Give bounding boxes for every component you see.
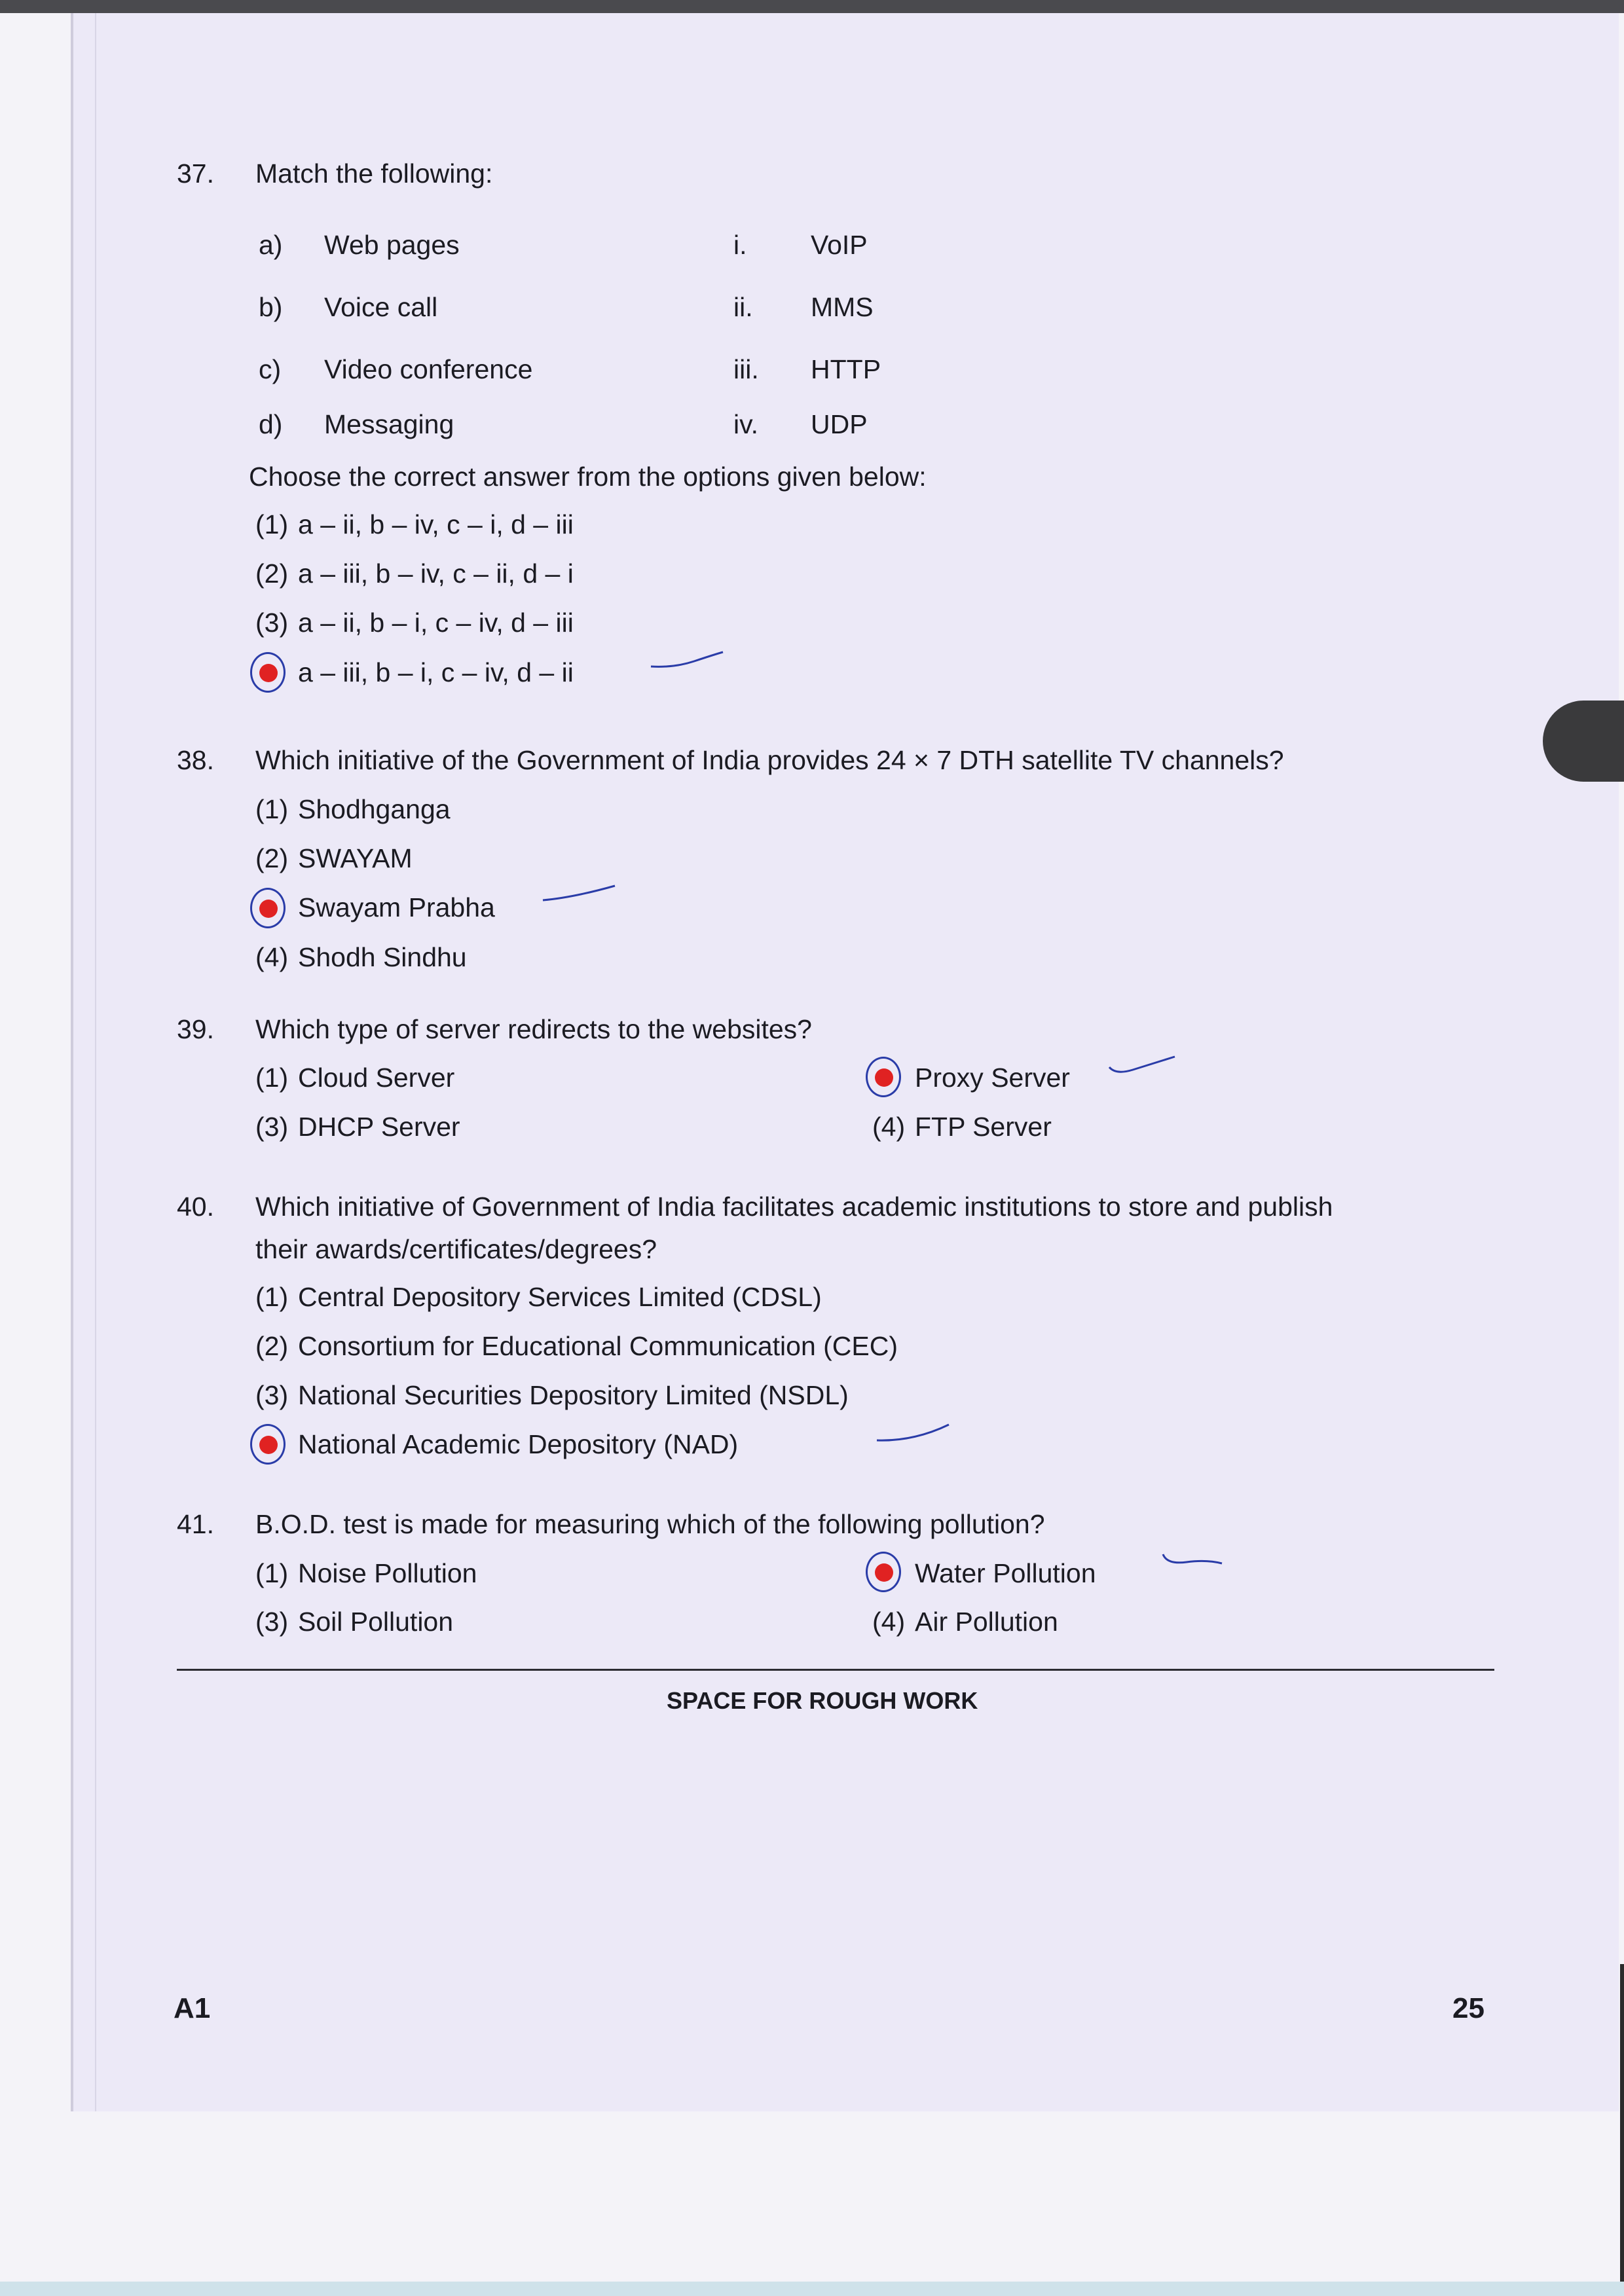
match-right-key: i. xyxy=(733,230,747,260)
pen-tick-mark xyxy=(874,1421,953,1447)
question-number: 38. xyxy=(177,745,214,775)
option-text: Swayam Prabha xyxy=(298,892,495,922)
option-label: (1) xyxy=(255,794,289,824)
option-text: Water Pollution xyxy=(915,1558,1096,1588)
option-text: Consortium for Educational Communication (CEC) xyxy=(298,1331,898,1361)
option-label: (3) xyxy=(255,1607,289,1637)
match-right-text: MMS xyxy=(811,292,874,322)
match-left-text: Web pages xyxy=(324,230,460,260)
question-text: Match the following: xyxy=(255,158,493,189)
page-index-tab xyxy=(1543,701,1624,782)
question-text: B.O.D. test is made for measuring which of the following pollution? xyxy=(255,1509,1045,1539)
option-label: (3) xyxy=(255,608,289,638)
match-left-text: Voice call xyxy=(324,292,438,322)
option-label: (1) xyxy=(255,1558,289,1588)
match-left-key: b) xyxy=(259,292,283,322)
option-text: Cloud Server xyxy=(298,1063,455,1093)
marked-answer-bubble[interactable] xyxy=(866,1552,902,1594)
match-right-text: HTTP xyxy=(811,354,881,384)
marked-answer-bubble[interactable] xyxy=(250,1424,287,1466)
pen-tick-mark xyxy=(648,648,727,674)
question-text: Which initiative of Government of India facilitates academic institutions to store and publish xyxy=(255,1192,1333,1222)
match-right-text: VoIP xyxy=(811,230,868,260)
rough-work-divider xyxy=(177,1669,1494,1671)
option-label: (4) xyxy=(255,942,289,972)
match-left-key: a) xyxy=(259,230,283,260)
question-number: 39. xyxy=(177,1014,214,1044)
option-text: Central Depository Services Limited (CDSL) xyxy=(298,1282,822,1312)
option-label: (1) xyxy=(255,509,289,539)
option-label: (3) xyxy=(255,1112,289,1142)
match-right-key: iii. xyxy=(733,354,759,384)
question-number: 41. xyxy=(177,1509,214,1539)
scanner-bottom-edge xyxy=(0,2282,1624,2296)
option-text: Noise Pollution xyxy=(298,1558,477,1588)
option-text: Air Pollution xyxy=(915,1607,1058,1637)
option-text: National Securities Depository Limited (NSDL) xyxy=(298,1380,849,1410)
option-label: (3) xyxy=(255,1380,289,1410)
marked-answer-bubble[interactable] xyxy=(250,888,287,930)
option-text: a – ii, b – i, c – iv, d – iii xyxy=(298,608,574,638)
question-text-continued: their awards/certificates/degrees? xyxy=(255,1234,657,1264)
option-label: (4) xyxy=(872,1112,906,1142)
option-text: Shodhganga xyxy=(298,794,451,824)
question-text: Which type of server redirects to the websites? xyxy=(255,1014,812,1044)
match-right-key: iv. xyxy=(733,409,758,439)
set-code: A1 xyxy=(174,1992,211,2024)
scanner-side-edge xyxy=(1620,1964,1624,2296)
marked-answer-bubble[interactable] xyxy=(866,1057,902,1099)
question-number: 40. xyxy=(177,1192,214,1222)
option-text: a – ii, b – iv, c – i, d – iii xyxy=(298,509,574,539)
option-label: (1) xyxy=(255,1063,289,1093)
page-number: 25 xyxy=(1452,1992,1485,2024)
marked-answer-bubble[interactable] xyxy=(250,652,287,694)
match-right-text: UDP xyxy=(811,409,868,439)
option-label: (4) xyxy=(872,1607,906,1637)
question-number: 37. xyxy=(177,158,214,189)
option-label: (2) xyxy=(255,558,289,589)
question-text: Which initiative of the Government of India provides 24 × 7 DTH satellite TV channels? xyxy=(255,745,1284,775)
option-text: a – iii, b – i, c – iv, d – ii xyxy=(298,657,574,687)
option-text: Proxy Server xyxy=(915,1063,1070,1093)
page-binding-line xyxy=(95,13,96,2111)
option-label: (1) xyxy=(255,1282,289,1312)
rough-work-label: SPACE FOR ROUGH WORK xyxy=(667,1687,978,1714)
option-label: (2) xyxy=(255,843,289,873)
option-text: FTP Server xyxy=(915,1112,1052,1142)
scanner-top-edge xyxy=(0,0,1624,13)
match-right-key: ii. xyxy=(733,292,753,322)
match-left-text: Messaging xyxy=(324,409,454,439)
question-instruction: Choose the correct answer from the options given below: xyxy=(249,462,927,492)
match-left-key: c) xyxy=(259,354,282,384)
option-text: Shodh Sindhu xyxy=(298,942,467,972)
option-text: DHCP Server xyxy=(298,1112,460,1142)
match-left-key: d) xyxy=(259,409,283,439)
option-text: Soil Pollution xyxy=(298,1607,454,1637)
match-left-text: Video conference xyxy=(324,354,533,384)
option-label: (2) xyxy=(255,1331,289,1361)
pen-tick-mark xyxy=(540,881,619,907)
option-text: National Academic Depository (NAD) xyxy=(298,1429,739,1459)
pen-tick-mark xyxy=(1107,1053,1179,1079)
option-text: SWAYAM xyxy=(298,843,413,873)
pen-tick-mark xyxy=(1160,1550,1226,1570)
option-text: a – iii, b – iv, c – ii, d – i xyxy=(298,558,574,589)
